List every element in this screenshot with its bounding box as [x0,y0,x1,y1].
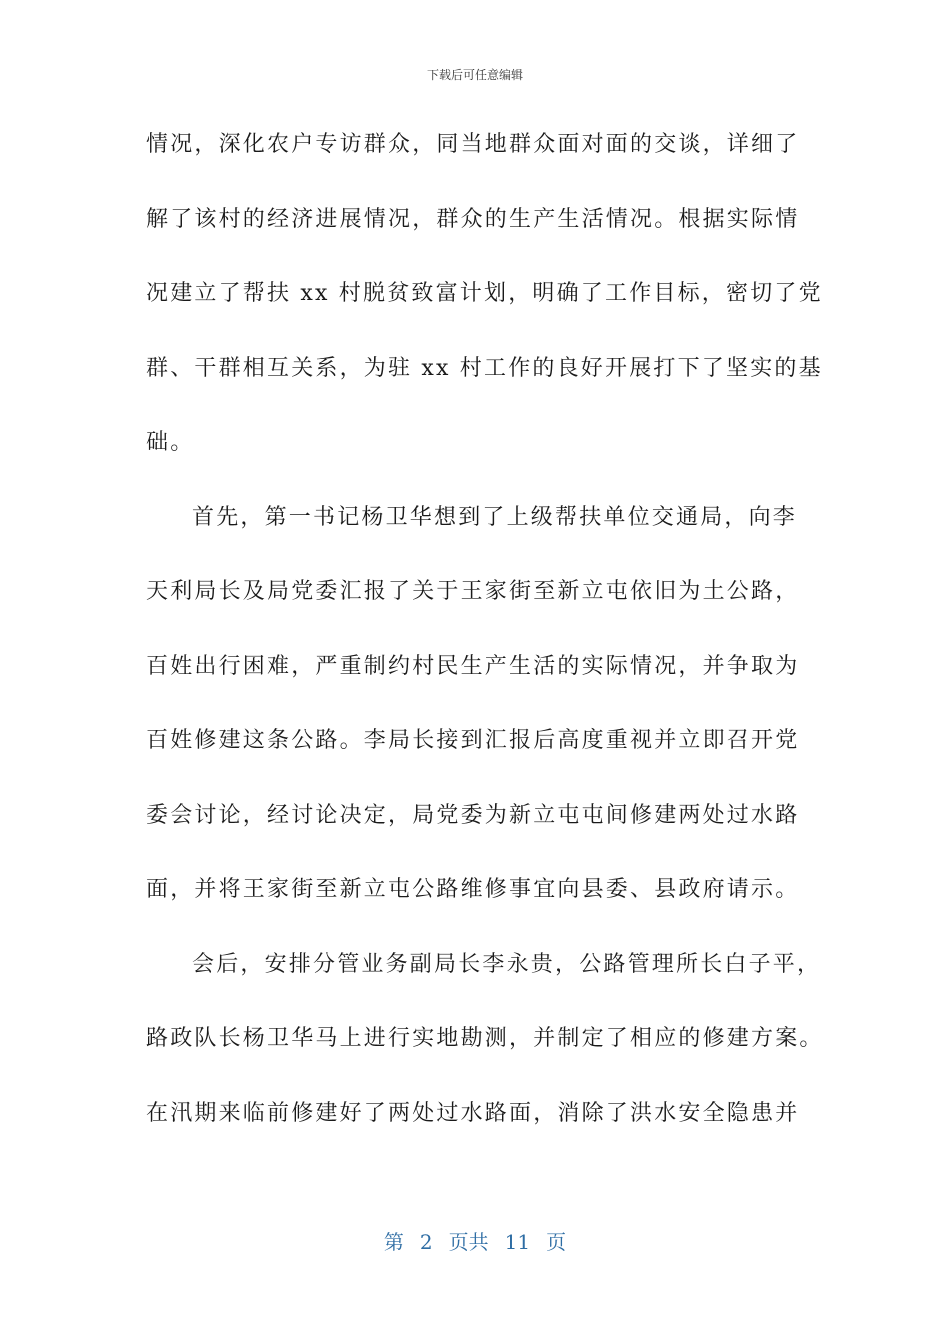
total-pages: 11 [504,1230,531,1254]
document-body [146,120,824,1163]
paragraph-first-line: 首先，第一书记杨卫华想到了上级帮扶单位交通局，向李 [192,504,798,530]
text-line: 况建立了帮扶 xx 村脱贫致富计划，明确了工作目标，密切了党 [146,281,823,306]
text-line: 在汛期来临前修建好了两处过水路面，消除了洪水安全隐患并 [146,1100,800,1126]
end-label: 页 [546,1230,567,1254]
page-label: 第 [383,1230,404,1254]
text-line: 天利局长及局党委汇报了关于王家街至新立屯依旧为土公路， [146,579,800,604]
page-number: 2 [419,1230,433,1254]
text-line: 础。 [146,430,195,455]
total-label: 页共 [448,1230,489,1254]
page-header: 下载后可任意编辑 [426,68,523,82]
paragraph-first-line: 会后，安排分管业务副局长李永贵，公路管理所长白子平， [192,951,822,977]
text-line: 百姓出行困难，严重制约村民生产生活的实际情况，并争取为 [146,653,800,679]
text-line: 面，并将王家街至新立屯公路维修事宜向县委、县政府请示。 [146,877,800,902]
text-line: 路政队长杨卫华马上进行实地勘测，并制定了相应的修建方案。 [146,1026,824,1051]
page-footer [0,1226,950,1255]
text-line: 解了该村的经济进展情况，群众的生产生活情况。根据实际情 [146,206,800,232]
text-line: 情况，深化农户专访群众，同当地群众面对面的交谈，详细了 [146,132,800,157]
text-line: 百姓修建这条公路。李局长接到汇报后高度重视并立即召开党 [146,728,800,753]
text-line: 委会讨论，经讨论决定，局党委为新立屯屯间修建两处过水路 [146,802,800,828]
text-line: 群、干群相互关系，为驻 xx 村工作的良好开展打下了坚实的基 [146,355,823,381]
